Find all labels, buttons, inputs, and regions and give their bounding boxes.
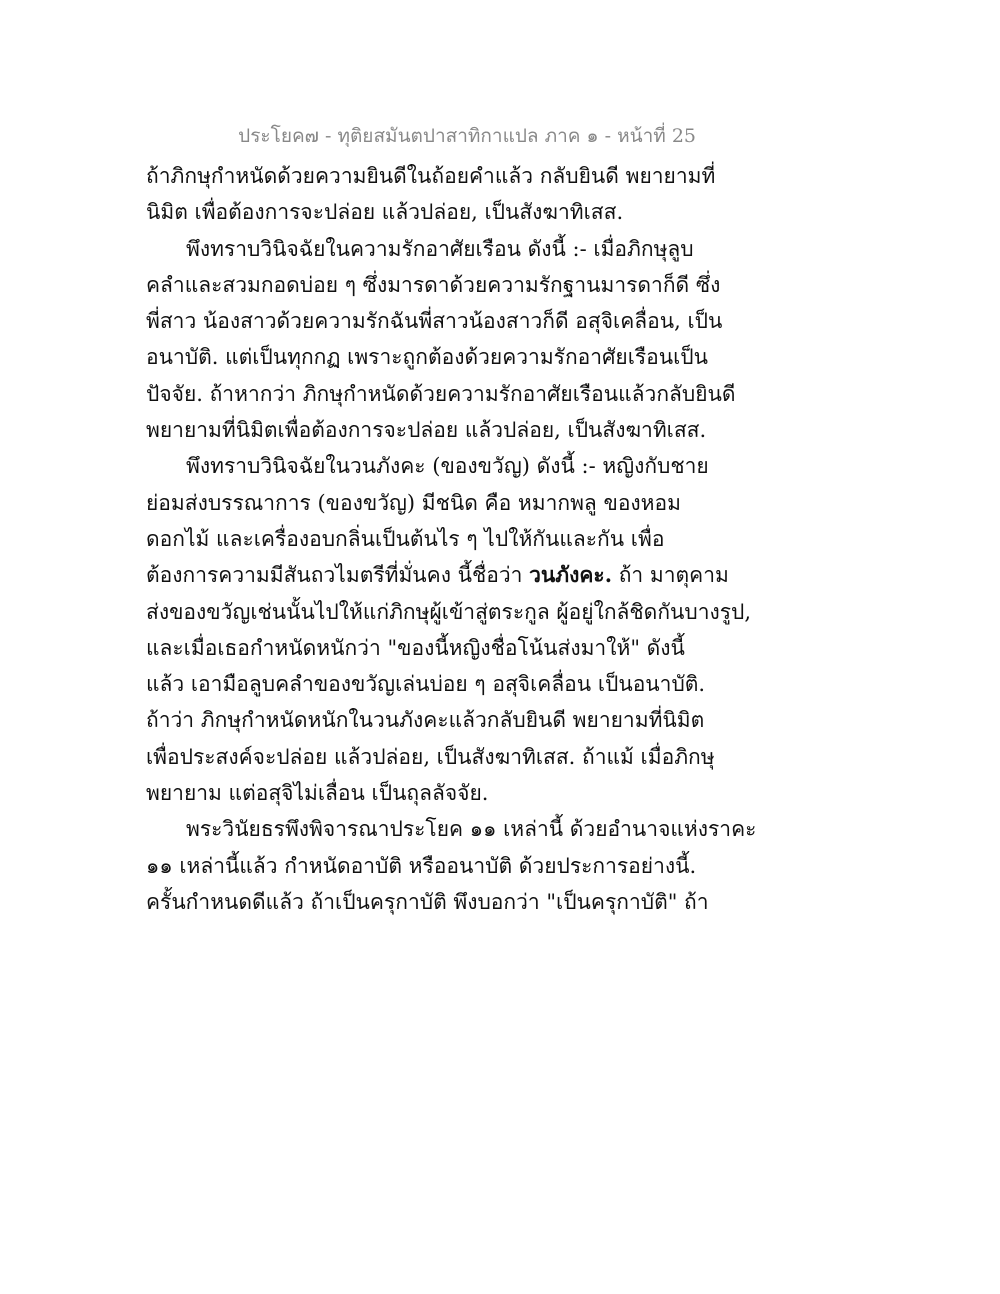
paragraph-start-line: พึงทราบวินิจฉัยในวนภังคะ (ของขวัญ) ดังนี้ :- หญิงกับชาย <box>186 454 709 479</box>
text-line: ๑๑ เหล่านี้แล้ว กำหนัดอาบัติ หรืออนาบัติ ด้วยประการอย่างนี้. <box>146 853 697 878</box>
body-text <box>146 158 757 920</box>
text-line: เพื่อประสงค์จะปล่อย แล้วปล่อย, เป็นสังฆาทิเสส. ถ้าแม้ เมื่อภิกษุ <box>146 744 715 769</box>
paragraph-start-line: พระวินัยธรพึงพิจารณาประโยค ๑๑ เหล่านี้ ด้วยอำนาจแห่งราคะ <box>186 817 757 842</box>
line-segment: ต้องการความมีสันถวไมตรีที่มั่นคง นี้ชื่อว่า <box>146 563 523 588</box>
running-header: ประโยค๗ - ทุติยสมันตปาสาทิกาแปล ภาค ๑ - หน้าที่ 25 <box>238 125 696 147</box>
text-line: พยายาม แต่อสุจิไม่เลื่อน เป็นถุลลัจจัย. <box>146 781 489 806</box>
paragraph-start-line: พึงทราบวินิจฉัยในความรักอาศัยเรือน ดังนี้ :- เมื่อภิกษุลูบ <box>186 236 694 261</box>
text-line: ย่อมส่งบรรณาการ (ของขวัญ) มีชนิด คือ หมากพลู ของหอม <box>146 490 681 515</box>
text-line: ถ้าว่า ภิกษุกำหนัดหนักในวนภังคะแล้วกลับยินดี พยายามที่นิมิต <box>146 708 705 733</box>
text-line: ดอกไม้ และเครื่องอบกลิ่นเป็นต้นไร ๆ ไปให้กันและกัน เพื่อ <box>146 526 665 551</box>
text-line: คลำและสวมกอดบ่อย ๆ ซึ่งมารดาด้วยความรักฐานมารดาก็ดี ซึ่ง <box>146 272 721 297</box>
text-line-with-term <box>146 557 729 593</box>
text-line: ถ้าภิกษุกำหนัดด้วยความยินดีในถ้อยคำแล้ว กลับยินดี พยายามที่ <box>146 164 716 188</box>
line-segment: ถ้า มาตุคาม <box>618 563 729 588</box>
text-line: พยายามที่นิมิตเพื่อต้องการจะปล่อย แล้วปล่อย, เป็นสังฆาทิเสส. <box>146 418 707 443</box>
text-line: แล้ว เอามือลูบคลำของขวัญเล่นบ่อย ๆ อสุจิเคลื่อน เป็นอนาบัติ. <box>146 672 706 697</box>
text-line: ปัจจัย. ถ้าหากว่า ภิกษุกำหนัดด้วยความรักอาศัยเรือนแล้วกลับยินดี <box>146 381 736 406</box>
text-line: พี่สาว น้องสาวด้วยความรักฉันพี่สาวน้องสาวก็ดี อสุจิเคลื่อน, เป็น <box>146 309 723 334</box>
text-line: ครั้นกำหนดดีแล้ว ถ้าเป็นครุกาบัติ พึงบอกว่า "เป็นครุกาบัติ" ถ้า <box>146 889 709 914</box>
text-line: อนาบัติ. แต่เป็นทุกกฏ เพราะถูกต้องด้วยความรักอาศัยเรือนเป็น <box>146 345 708 370</box>
text-line: ส่งของขวัญเช่นนั้นไปให้แก่ภิกษุผู้เข้าสู่ตระกูล ผู้อยู่ใกล้ชิดกันบางรูป, <box>146 599 752 624</box>
text-line: และเมื่อเธอกำหนัดหนักว่า "ของนี้หญิงชื่อโน้นส่งมาให้" ดังนี้ <box>146 635 685 660</box>
bold-term: วนภังคะ. <box>529 562 613 588</box>
text-line: นิมิต เพื่อต้องการจะปล่อย แล้วปล่อย, เป็นสังฆาทิเสส. <box>146 200 624 225</box>
